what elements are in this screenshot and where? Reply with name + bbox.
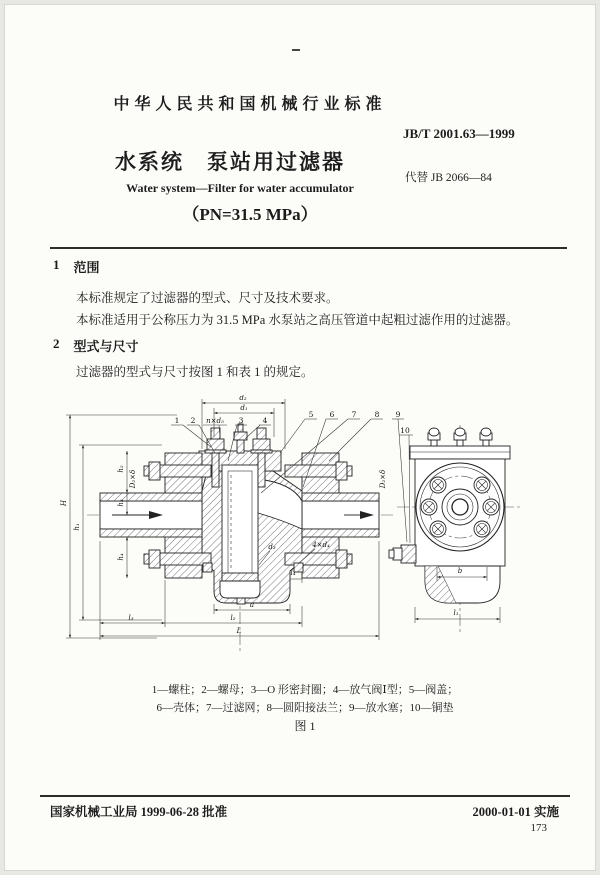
header-divider — [50, 247, 567, 249]
section-1-title: 范围 — [73, 260, 100, 275]
print-artifact — [292, 49, 300, 51]
part-number-label: 4 — [262, 416, 268, 425]
end-view-cover-plate — [410, 446, 510, 459]
center-bore — [442, 489, 478, 525]
dimension-label: b — [457, 567, 463, 575]
dimension-label: h₁ — [73, 523, 81, 531]
parts-list-line-2: 6—壳体；7—过滤网；8—圆阳接法兰；9—放水塞；10—铜垫 — [156, 702, 454, 714]
dimension-label: d₃ — [268, 543, 276, 551]
section-1-heading — [53, 257, 100, 276]
main-section-view — [100, 424, 379, 604]
sump-cavity — [220, 581, 260, 598]
section-2-number: 2 — [53, 336, 60, 351]
section-2-heading — [53, 336, 139, 355]
dimension-label: d₂ — [239, 395, 247, 402]
filter-screen — [222, 465, 258, 581]
right-pipe-wall — [302, 529, 379, 537]
replaces-note: 代替 JB 2066—84 — [405, 172, 492, 184]
part-number-label: 5 — [308, 410, 314, 419]
dimension-label: l₃ — [128, 614, 134, 622]
drain-plug — [389, 545, 416, 563]
pressure-rating: （PN=31.5 MPa） — [182, 205, 318, 224]
section-1-paragraph: 本标准规定了过滤器的型式、尺寸及技术要求。 — [76, 291, 339, 305]
left-pipe-wall — [100, 529, 202, 537]
standard-org-title: 中华人民共和国机械行业标准 — [113, 96, 387, 113]
part-number-label: 2 — [190, 416, 196, 425]
section-2-paragraph: 过滤器的型式与尺寸按图 1 和表 1 的规定。 — [76, 365, 314, 379]
right-pipe-wall — [302, 493, 379, 501]
dimension-label: n×d₅ — [206, 417, 224, 425]
figure-caption: 图 1 — [294, 719, 316, 733]
part-number-label: 8 — [374, 410, 380, 419]
document-title-en: Water system—Filter for water accumulator — [126, 181, 354, 195]
part-number-label: 3 — [238, 416, 244, 425]
footer-divider — [40, 795, 570, 797]
page-number: 173 — [530, 822, 547, 834]
section-2-title: 型式与尺寸 — [73, 339, 139, 354]
part-number-label: 1 — [174, 416, 180, 425]
part-number-label: 9 — [395, 410, 401, 419]
dimension-label: h₃ — [117, 499, 125, 507]
part-number-label: 7 — [351, 410, 357, 419]
document-page — [4, 4, 596, 871]
end-view-top-bolts — [428, 428, 492, 446]
figure-1-technical-drawing — [57, 395, 569, 661]
section-1-paragraph: 本标准适用于公称压力为 31.5 MPa 水泵站之高压管道中起粗过滤作用的过滤器。 — [76, 313, 519, 327]
standard-number: JB/T 2001.63—1999 — [403, 126, 515, 141]
dimension-label: l₂ — [230, 614, 236, 622]
dimension-label: d₁ — [240, 404, 248, 412]
dimension-label: D₂×δ — [129, 469, 137, 489]
dimension-label: L — [236, 627, 242, 635]
dimension-label: a — [249, 601, 255, 609]
part-number-label: 10 — [400, 426, 410, 435]
document-title-cn: 水系统 泵站用过滤器 — [115, 150, 345, 174]
dimension-label: l₄ — [290, 569, 296, 577]
dimension-label: h₂ — [117, 465, 125, 473]
section-1-number: 1 — [53, 257, 60, 272]
dimension-label: l₁ — [453, 609, 459, 617]
dimension-label: H — [60, 499, 68, 507]
parts-list-line-1: 1—螺柱；2—螺母；3—O 形密封圈；4—放气阀Ⅰ型；5—阀盖； — [151, 684, 459, 696]
approval-note: 国家机械工业局 1999-06-28 批准 — [50, 805, 228, 819]
dimension-label: h₄ — [117, 553, 125, 561]
part-number-label: 6 — [329, 410, 335, 419]
dimension-label: 4×d₄ — [312, 541, 330, 549]
bottom-plug — [237, 598, 245, 604]
dimension-label: D₂×δ — [379, 469, 387, 489]
left-pipe-wall — [100, 493, 202, 501]
filter-bottom-cap — [222, 573, 258, 581]
implementation-note: 2000-01-01 实施 — [472, 805, 559, 819]
